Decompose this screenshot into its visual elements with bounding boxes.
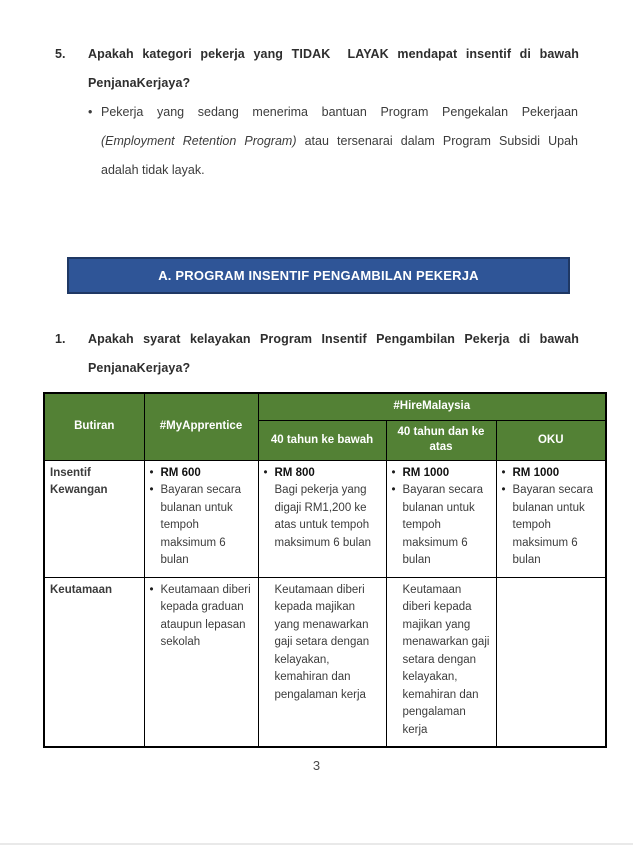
col-group-hiremalaysia: #HireMalaysia xyxy=(258,393,606,420)
question-5-number: 5. xyxy=(55,47,66,61)
question-5-heading xyxy=(55,40,579,98)
bullet-icon: • xyxy=(501,484,506,496)
col-header-40-ke-atas: 40 tahun dan ke atas xyxy=(386,420,496,460)
bullet-icon: • xyxy=(88,105,93,119)
question-5-text: Apakah kategori pekerja yang TIDAK LAYAK mendapat insentif di bawah PenjanaKerjaya? xyxy=(88,47,579,90)
amount: RM 1000 xyxy=(512,466,560,479)
detail: Keutamaan diberi kepada majikan yang menawarkan gaji setara dengan kelayakan, kemahiran dan pengalaman kerja xyxy=(402,583,490,736)
cell-insentif-40-ke-bawah xyxy=(258,460,386,577)
page-number: 3 xyxy=(312,758,321,773)
answer-text-pre: Pekerja yang sedang menerima bantuan Program Pengekalan Pekerjaan xyxy=(101,105,578,119)
table-header xyxy=(44,393,606,460)
row-label-keutamaan: Keutamaan xyxy=(44,577,144,747)
list-item xyxy=(150,582,253,652)
list-item xyxy=(392,482,491,570)
list-item xyxy=(150,482,253,570)
table-row-insentif-kewangan xyxy=(44,460,606,577)
bullet-icon: • xyxy=(149,466,154,479)
list-item xyxy=(264,465,381,553)
detail: Bagi pekerja yang digaji RM1,200 ke atas untuk tempoh maksimum 6 bulan xyxy=(274,484,372,549)
list-item xyxy=(150,465,253,483)
question-5-answer-text xyxy=(101,98,578,185)
detail: Bayaran secara bulanan untuk tempoh maksimum 6 bulan xyxy=(512,484,594,566)
question-1-text: Apakah syarat kelayakan Program Insentif Pengambilan Pekerja di bawah PenjanaKerjaya? xyxy=(88,332,579,375)
bullet-icon: • xyxy=(149,484,154,496)
col-header-40-ke-bawah: 40 tahun ke bawah xyxy=(258,420,386,460)
question-1-section xyxy=(0,325,633,383)
col-header-myapprentice: #MyApprentice xyxy=(144,393,258,460)
cell-insentif-40-ke-atas xyxy=(386,460,496,577)
bullet-icon: • xyxy=(149,583,154,596)
cell-keutamaan-myapprentice xyxy=(144,577,258,747)
amount: RM 800 xyxy=(274,466,315,479)
cell-insentif-oku xyxy=(496,460,606,577)
question-1-number: 1. xyxy=(55,332,66,346)
question-5-answer xyxy=(88,98,578,185)
row-label-insentif-kewangan: Insentif Kewangan xyxy=(44,460,144,577)
eligibility-table xyxy=(43,392,607,748)
detail: Bayaran secara bulanan untuk tempoh maksimum 6 bulan xyxy=(160,484,242,566)
table-header-group-row xyxy=(44,393,606,420)
detail: Keutamaan diberi kepada graduan ataupun lepasan sekolah xyxy=(160,583,251,648)
list-item xyxy=(392,465,491,483)
list-item xyxy=(502,482,601,570)
col-header-oku: OKU xyxy=(496,420,606,460)
cell-keutamaan-40-ke-atas xyxy=(386,577,496,747)
cell-keutamaan-oku xyxy=(496,577,606,747)
col-header-butiran: Butiran xyxy=(44,393,144,460)
question-5-section xyxy=(0,40,633,185)
bullet-icon: • xyxy=(391,466,396,479)
section-banner-title: A. PROGRAM INSENTIF PENGAMBILAN PEKERJA xyxy=(158,268,479,283)
bullet-icon: • xyxy=(501,466,506,479)
question-1-heading xyxy=(55,325,579,383)
list-item xyxy=(502,465,601,483)
detail: Bayaran secara bulanan untuk tempoh maksimum 6 bulan xyxy=(402,484,484,566)
bullet-icon: • xyxy=(391,484,396,496)
amount: RM 600 xyxy=(160,466,201,479)
answer-text-post: atau tersenarai dalam Program Subsidi Upah adalah tidak layak. xyxy=(101,134,578,177)
bullet-icon: • xyxy=(263,466,268,479)
section-banner xyxy=(67,257,570,294)
amount: RM 1000 xyxy=(402,466,450,479)
table-row-keutamaan xyxy=(44,577,606,747)
page-footer xyxy=(0,757,633,775)
cell-keutamaan-40-ke-bawah xyxy=(258,577,386,747)
answer-text-italic: (Employment Retention Program) xyxy=(101,134,297,148)
detail: Keutamaan diberi kepada majikan yang menawarkan gaji setara dengan kelayakan, kemahiran dan pengalaman kerja xyxy=(274,583,370,701)
cell-insentif-myapprentice xyxy=(144,460,258,577)
